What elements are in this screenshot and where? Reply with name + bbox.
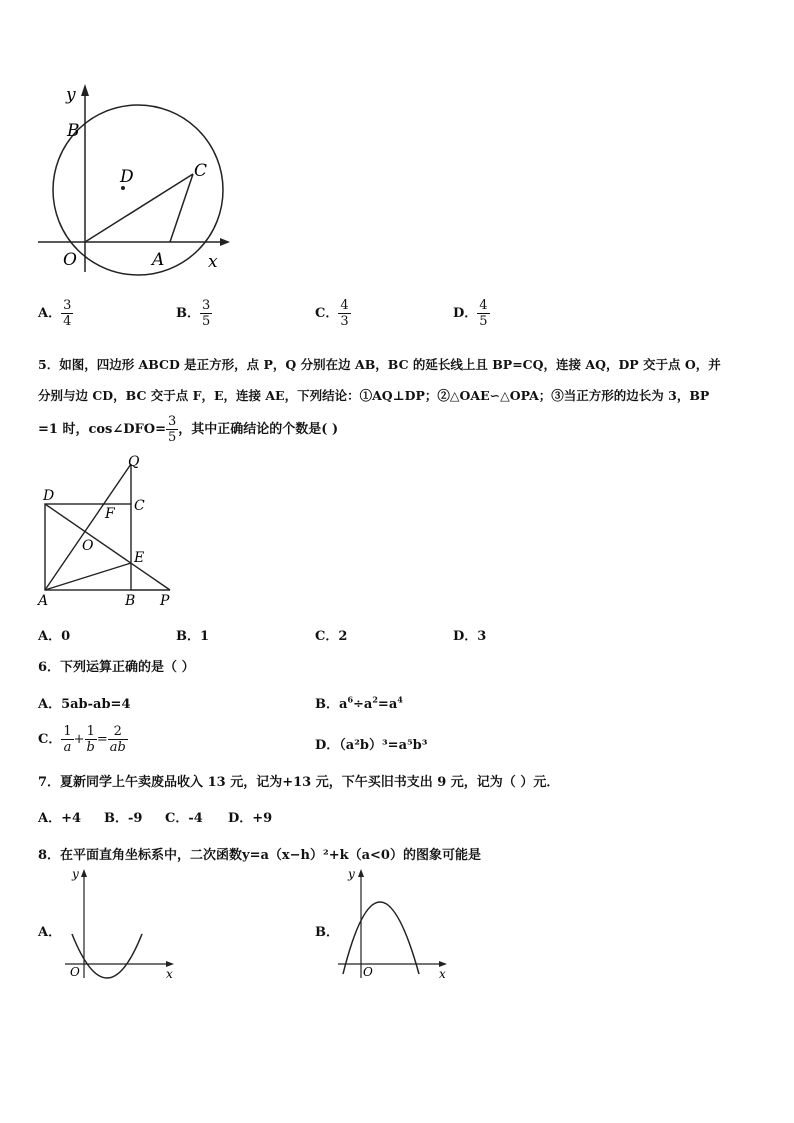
label-Q: Q — [128, 454, 140, 470]
label-D: D — [120, 167, 134, 187]
q6-option-c[interactable]: C． $\frac{1}{a}$ + $\frac{1}{b}$ = $\frac{2}{ab}$ — [38, 724, 126, 755]
q4-option-b[interactable]: B． $\frac{3}{5}$ — [176, 298, 211, 329]
axis-O: O — [70, 965, 80, 979]
label-B: B — [125, 593, 136, 609]
q6-option-a[interactable]: A．5ab-ab=4 — [38, 697, 131, 712]
q8-graph-a[interactable] — [60, 866, 180, 981]
q4-option-c[interactable]: C． $\frac{4}{3}$ — [315, 298, 349, 329]
fraction: $\frac{4}{3}$ — [340, 298, 349, 329]
q6-option-b-expr: $a^6\div a^2=a^4$ — [339, 694, 403, 712]
q7-option-c[interactable]: C．-4 — [165, 811, 203, 826]
label-D: D — [43, 488, 55, 504]
label-O: O — [82, 538, 94, 554]
label-F: F — [105, 506, 115, 522]
fraction: $\frac{3}{5}$ — [202, 298, 211, 329]
q5-stem-line3: =1 时，cos∠DFO= $\frac{3}{5}$ ，其中正确结论的个数是( ) — [38, 414, 339, 445]
q8-stem: 8．在平面直角坐标系中，二次函数y=a（x−h）²+k（a<0）的图象可能是 — [38, 848, 481, 863]
q8-graph-b[interactable] — [333, 866, 453, 981]
fraction: $\frac{2}{ab}$ — [109, 724, 126, 755]
q4-option-d[interactable]: D． $\frac{4}{5}$ — [453, 298, 488, 329]
label-C: C — [134, 498, 145, 514]
label-A: A — [38, 593, 49, 609]
fraction: $\frac{1}{a}$ — [63, 724, 72, 755]
q8-option-a[interactable]: A． — [38, 925, 62, 940]
label-O: O — [63, 250, 77, 270]
label-x: x — [208, 252, 218, 272]
q6-option-b[interactable]: B．$a^6\div a^2=a^4$ — [315, 694, 403, 712]
q6-stem: 6．下列运算正确的是（ ） — [38, 660, 195, 675]
q7-option-a[interactable]: A．+4 — [38, 811, 82, 826]
q5-option-d[interactable]: D．3 — [453, 629, 487, 644]
fraction: $\frac{1}{b}$ — [86, 724, 95, 755]
axis-x: x — [166, 967, 173, 981]
label-B: B — [67, 121, 80, 141]
square-figure — [30, 452, 190, 612]
q5-option-c[interactable]: C．2 — [315, 629, 348, 644]
fraction: $\frac{4}{5}$ — [479, 298, 488, 329]
q7-stem: 7．夏新同学上午卖废品收入 13 元，记为+13 元，下午买旧书支出 9 元，记为（ ）元． — [38, 775, 560, 790]
axis-y: y — [348, 867, 355, 881]
circle-figure — [30, 80, 250, 280]
axis-x: x — [439, 967, 446, 981]
q5-stem-line1: 5．如图，四边形 ABCD 是正方形，点 P，Q 分别在边 AB，BC 的延长线上且 BP=CQ，连接 AQ，DP 交于点 O，并 — [38, 357, 721, 372]
q4-option-a[interactable]: A． $\frac{3}{4}$ — [38, 298, 72, 329]
label-E: E — [134, 550, 145, 566]
q5-stem-line2: 分别与边 CD，BC 交于点 F，E，连接 AE，下列结论：①AQ⊥DP；②△OAE∽△OPA；③当正方形的边长为 3，BP — [38, 388, 710, 403]
q7-option-d[interactable]: D．+9 — [228, 811, 273, 826]
axis-O: O — [363, 965, 373, 979]
label-C: C — [194, 161, 208, 181]
label-A: A — [152, 250, 165, 270]
axis-y: y — [72, 867, 79, 881]
q8-option-b[interactable]: B． — [315, 925, 339, 940]
label-P: P — [160, 593, 170, 609]
q7-option-b[interactable]: B．-9 — [104, 811, 143, 826]
fraction: $\frac{3}{5}$ — [167, 414, 177, 445]
q5-option-b[interactable]: B．1 — [176, 629, 210, 644]
q5-option-a[interactable]: A．0 — [38, 629, 71, 644]
q6-option-d[interactable]: D．（a²b）³=a⁵b³ — [315, 738, 428, 753]
fraction: $\frac{3}{4}$ — [63, 298, 72, 329]
label-y: y — [66, 85, 76, 105]
